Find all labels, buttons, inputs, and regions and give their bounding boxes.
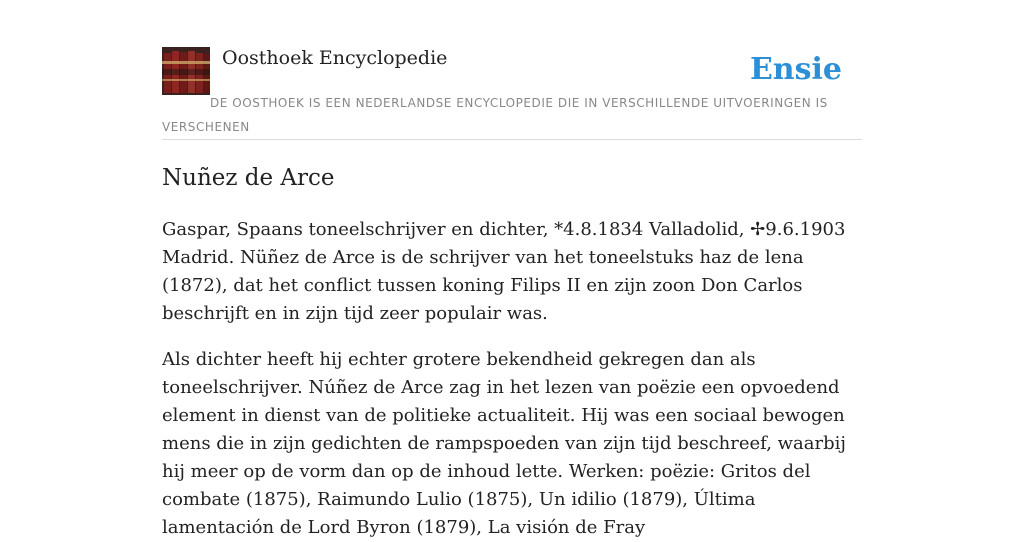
ensie-logo[interactable]: Ensie (749, 52, 842, 87)
site-title[interactable]: Oosthoek Encyclopedie (222, 47, 448, 69)
site-header (162, 46, 862, 140)
article-paragraph: Gaspar, Spaans toneelschrijver en dichter, *4.8.1834 Valladolid, ✢9.6.1903 Madrid. Nüñez de Arce is de schrijver van het toneelstuks haz de lena (1872), dat het conflict tussen koning Filips II en zijn zoon Don Carlos beschrijft en in zijn tijd zeer populair was. (162, 219, 846, 324)
article-paragraph: Als dichter heeft hij echter grotere bekendheid gekregen dan als toneelschrijver. Núñez de Arce zag in het lezen van poëzie een opvoedend element in dienst van de politieke actualiteit. Hij was een sociaal bewogen mens die in zijn gedichten de rampspoeden van zijn tijd beschreef, waarbij hij meer op de vorm dan op de inhoud lette. Werken: poëzie: Gritos del combate (1875), Raimundo Lulio (1875), Un idilio (1879), Última lamentación de Lord Byron (1879), La visión de Fray (162, 349, 846, 538)
article-title: Nuñez de Arce (162, 165, 335, 191)
site-tagline: DE OOSTHOEK IS EEN NEDERLANDSE ENCYCLOPEDIE DIE IN VERSCHILLENDE UITVOERINGEN IS VERSCHENEN (162, 96, 828, 134)
article (162, 160, 862, 542)
encyclopedia-books-icon[interactable] (162, 47, 210, 95)
